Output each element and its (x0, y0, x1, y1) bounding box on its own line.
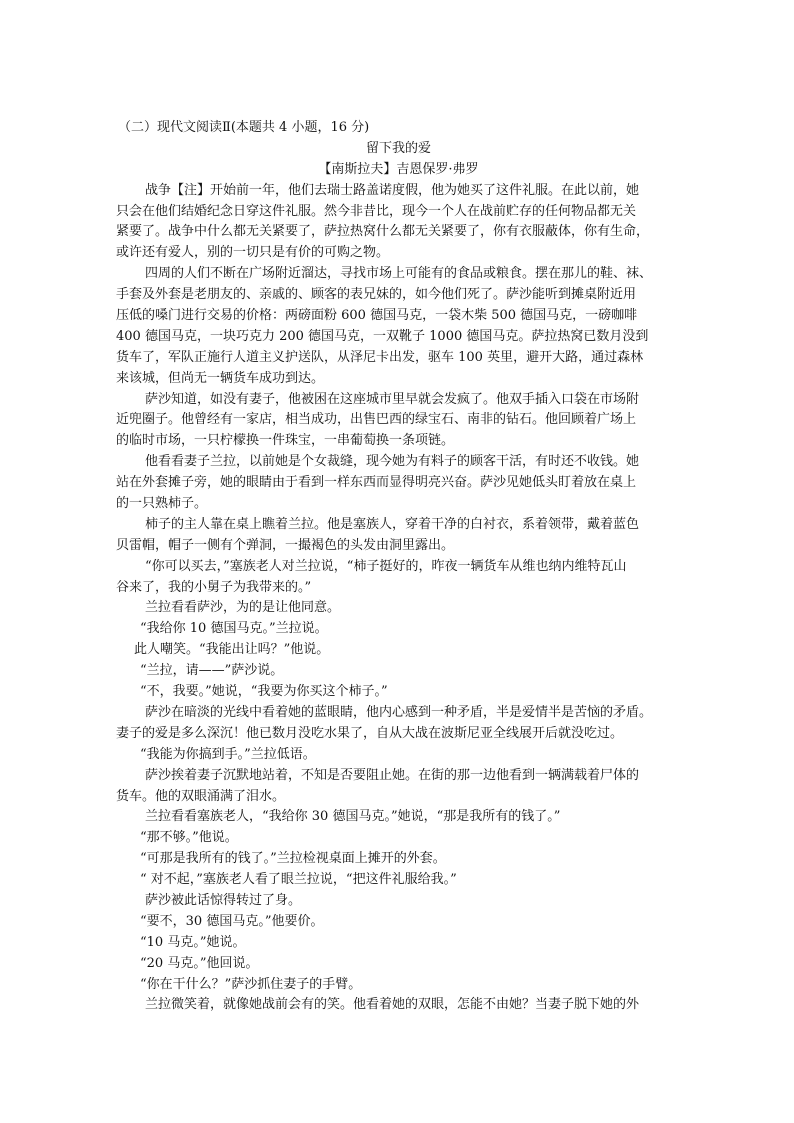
paragraph-line: “我给你 10 德国马克。”兰拉说。 (140, 621, 328, 637)
paragraph-line: 或许还有爱人，别的一切只是有价的可购之物。 (116, 245, 390, 261)
paragraph-line: 手套及外套是老朋友的、亲戚的、顾客的表兄妹的，如今他们死了。萨沙能听到摊桌附近用 (116, 287, 637, 303)
paragraph-line: “20 马克。”他回说。 (140, 955, 259, 971)
paragraph-line: 萨沙挨着妻子沉默地站着，不知是否要阻止她。在街的那一边他看到一辆满载着尸体的 (145, 767, 640, 783)
paragraph-line: 只会在他们结婚纪念日穿这件礼服。然今非昔比，现今一个人在战前贮存的任何物品都无关 (116, 203, 637, 219)
document-page (116, 118, 681, 1016)
paragraph-line: 兰拉看看萨沙，为的是让他同意。 (145, 600, 341, 616)
paragraph-line: 谷来了，我的小舅子为我带来的。” (116, 579, 312, 595)
paragraph-line: 四周的人们不断在广场附近溜达，寻找市场上可能有的食品或粮食。摆在那儿的鞋、袜、 (145, 266, 653, 282)
paragraph-line: “ 对不起，”塞族老人看了眼兰拉说，“把这件礼服给我。” (140, 872, 457, 888)
paragraph-line: “你在干什么？”萨沙抓住妻子的手臂。 (140, 976, 362, 992)
paragraph-line: 来该城，但尚无一辆货车成功到达。 (116, 370, 325, 386)
article-title: 留下我的爱 (365, 140, 431, 156)
paragraph-line: 萨沙知道，如没有妻子，他被困在这座城市里早就会发疯了。他双手插入口袋在市场附 (145, 391, 640, 407)
paragraph-line: 兰拉看看塞族老人，“我给你 30 德国马克。”她说，“那是我所有的钱了。” (145, 809, 561, 825)
paragraph-line: “10 马克。”她说。 (140, 934, 246, 950)
paragraph-line: 柿子的主人靠在桌上瞧着兰拉。他是塞族人，穿着干净的白衬衣，系着领带，戴着蓝色 (145, 516, 640, 532)
paragraph-line: 兰拉微笑着，就像她战前会有的笑。他看着她的双眼，怎能不由她？当妻子脱下她的外 (145, 997, 640, 1013)
paragraph-line: 的一只熟柿子。 (116, 496, 208, 512)
paragraph-line: 货车了，军队正施行人道主义护送队，从泽尼卡出发，驱车 100 英里，避开大路，通过森林 (116, 349, 644, 365)
paragraph-line: “我能为你搞到手。”兰拉低语。 (140, 746, 316, 762)
author-line: 【南斯拉夫】吉恩保罗·弗罗 (318, 161, 479, 177)
paragraph-line: “不，我要。”她说，“我要为你买这个柿子。” (140, 684, 388, 700)
paragraph-line: “可那是我所有的钱了。”兰拉检视桌面上摊开的外套。 (140, 851, 446, 867)
paragraph-line: 压低的嗓门进行交易的价格：两磅面粉 600 德国马克，一袋木柴 500 德国马克，一磅咖啡 (116, 308, 638, 324)
paragraph-line: “你可以买去，”塞族老人对兰拉说，“柿子挺好的，昨夜一辆货车从维也纳内维特瓦山 (145, 558, 627, 574)
paragraph-line: 的临时市场，一只柠檬换一件珠宝，一串葡萄换一条项链。 (116, 433, 455, 449)
paragraph-line: 萨沙被此话惊得转过了身。 (145, 892, 302, 908)
paragraph-line: 近兜圈子。他曾经有一家店，相当成功，出售巴西的绿宝石、南非的钻石。他回顾着广场上 (116, 412, 637, 428)
paragraph-line: “兰拉，请——”萨沙说。 (140, 663, 284, 679)
paragraph-line: 此人嘲笑。“我能出让吗？”他说。 (134, 642, 330, 658)
paragraph-line: “那不够。”他说。 (140, 830, 238, 846)
paragraph-line: “要不，30 德国马克。”他要价。 (140, 913, 324, 929)
paragraph-line: 400 德国马克，一块巧克力 200 德国马克，一双靴子 1000 德国马克。萨拉热窝已数月没到 (116, 328, 649, 344)
paragraph-line: 紧要了。战争中什么都无关紧要了，萨拉热窝什么都无关紧要了，你有衣服蔽体，你有生命， (116, 224, 650, 240)
paragraph-line: 妻子的爱是多么深沉！他已数月没吃水果了，自从大战在波斯尼亚全线展开后就没吃过。 (116, 725, 624, 741)
paragraph-line: 贝雷帽，帽子一侧有个弹洞，一撮褐色的头发由洞里露出。 (116, 537, 455, 553)
paragraph-line: 货车。他的双眼涌满了泪水。 (116, 788, 286, 804)
paragraph-line: 战争【注】开始前一年，他们去瑞士路盖诺度假，他为她买了这件礼服。在此以前，她 (145, 182, 640, 198)
paragraph-line: 萨沙在暗淡的光线中看着她的蓝眼睛，他内心感到一种矛盾，半是爱情半是苦恼的矛盾。 (145, 704, 653, 720)
paragraph-line: 站在外套摊子旁，她的眼睛由于看到一样东西而显得明亮兴奋。萨沙见她低头盯着放在桌上 (116, 475, 637, 491)
section-heading: （二）现代文阅读Ⅱ(本题共 4 小题，16 分) (118, 120, 370, 135)
paragraph-line: 他看看妻子兰拉，以前她是个女裁缝，现今她为有料子的顾客干活，有时还不收钱。她 (145, 454, 640, 470)
